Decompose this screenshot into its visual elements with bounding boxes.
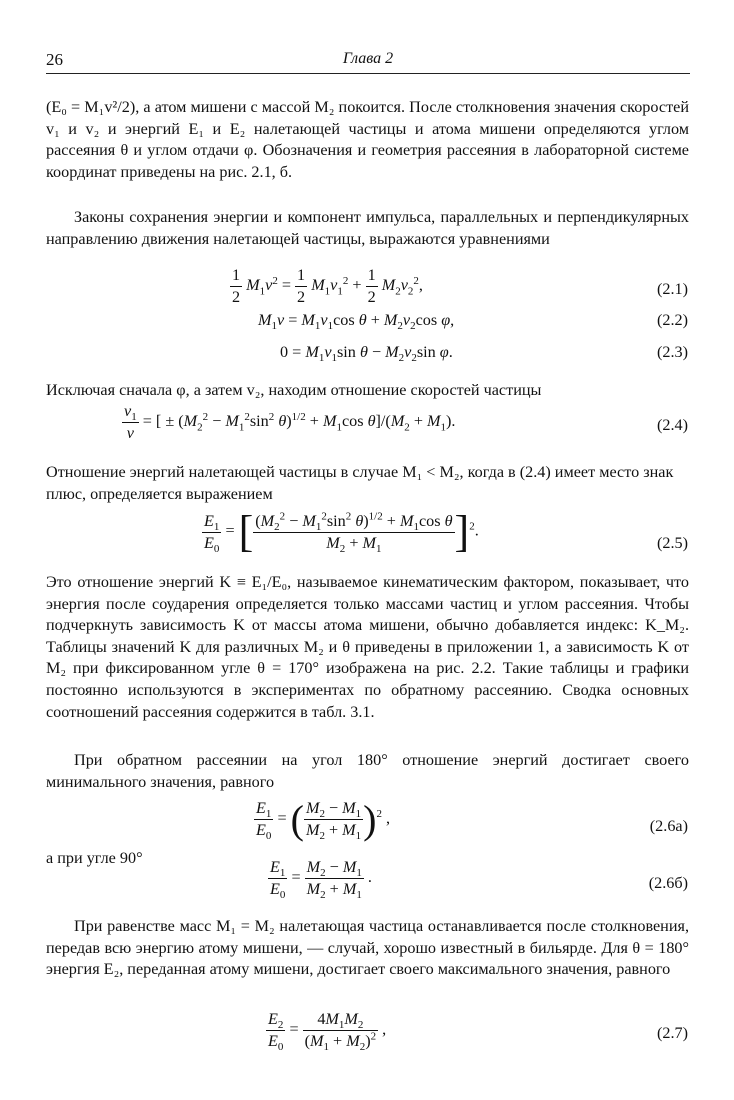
paragraph-4: Отношение энергий налетающей частицы в случае M₁ < M₂, когда в (2.4) имеет место знак плюс, определяется выражением [46, 463, 674, 503]
paragraph-2: Законы сохранения энергии и компонент импульса, параллельных и перпендикулярных направлению движения налетающей частицы, выражаются уравнениями [46, 208, 689, 248]
equation-2-6b: $\frac{E_1}{E_0}$ = $\frac{M_2 - M_1}{M_2 + M_1}$ . [270, 858, 372, 902]
equation-2-2: $M_1v = M_1v_1\cos$ $\theta + M_2v_2\cos$ φ, [258, 311, 455, 333]
equation-number-2-6b: (2.6б) [648, 874, 688, 892]
equation-number-2-4: (2.4) [656, 416, 688, 434]
equation-number-2-5: (2.5) [656, 534, 688, 552]
paragraph-5: Это отношение энергий K ≡ E₁/E₀, называемое кинематическим фактором, показывает, что энергия после соударения определяется только массами частиц и углом рассеяния. Чтобы подчеркнуть зависимость K от массы атома мишени, обычно добавляется индекс: K_M₂. Таблицы значений K для различных M₂ и θ приведены в приложении 1, а зависимость K от M₂ при фиксированном угле θ = 170° изображена на рис. 2.2. Такие таблицы и графики постоянно используются в экспериментах по обратному рассеянию. Сводка основных соотношений рассеяния содержится в табл. 3.1. [46, 573, 689, 721]
equation-number-2-3: (2.3) [656, 343, 688, 361]
equation-2-7: $\frac{E_2}{E_0}$ = $\frac{4M_1M_2}{(M_1 + M_2)^2}$ , [268, 1010, 387, 1054]
page-number: 26 [46, 50, 63, 69]
equation-number-2-6a: (2.6а) [649, 817, 688, 835]
equation-2-4: $\frac{v_1}{v}$ = [ ± ($M_2^2 - M_1^2\sin^2$ $\theta)^{1/2} + M_1\cos$ $\theta]/(M_2 + M_1)$. [124, 402, 456, 442]
equation-number-2-2: (2.2) [656, 311, 688, 329]
paragraph-7: При равенстве масс M₁ = M₂ налетающая частица останавливается после столкновения, передав всю энергию атому мишени, — случай, хорошо известный в бильярде. Для θ = 180° энергия E₂, переданная атому мишени, достигает своего максимального значения, равного [46, 917, 689, 979]
paragraph-6b: а при угле 90° [46, 849, 143, 867]
equation-number-2-1: (2.1) [656, 280, 688, 298]
paragraph-1: (E₀ = M₁v²/2), а атом мишени с массой M₂ покоится. После столкновения значения скоростей v₁ и v₂ и энергий E₁ и E₂ налетающей частицы и атома мишени определяются углом рассеяния θ и углом отдачи φ. Обозначения и геометрия рассеяния в лабораторной системе координат приведены на рис. 2.1, б. [46, 98, 689, 181]
equation-2-1: $\frac{1}{2}$ $M_1v^2$ = $\frac{1}{2}$ $M_1v_1^2$ + $\frac{1}{2}$ $M_2v_2^2$, [232, 266, 423, 306]
header-rule [46, 73, 690, 74]
paragraph-3: Исключая сначала φ, а затем v₂, находим отношение скоростей частицы [46, 381, 542, 399]
equation-2-6a: $\frac{E_1}{E_0}$ = ( $\frac{M_2 - M_1}{M_2 + M_1}$ )$^2$ , [256, 796, 391, 843]
equation-number-2-7: (2.7) [656, 1024, 688, 1042]
paragraph-6: При обратном рассеянии на угол 180° отношение энергий достигает своего минимального значения, равного [46, 751, 689, 791]
running-title: Глава 2 [342, 50, 394, 67]
equation-2-3: $0 = M_1v_1\sin$ $\theta - M_2v_2\sin$ φ. [280, 343, 453, 365]
page-header [46, 50, 690, 72]
equation-2-5: $\frac{E_1}{E_0}$ = [ $\frac{(M_2^2 - M_1^2\sin^2 \theta)^{1/2} + M_1\cos \theta}{M_2 + M_1}$ ]$^2$. [204, 507, 479, 556]
